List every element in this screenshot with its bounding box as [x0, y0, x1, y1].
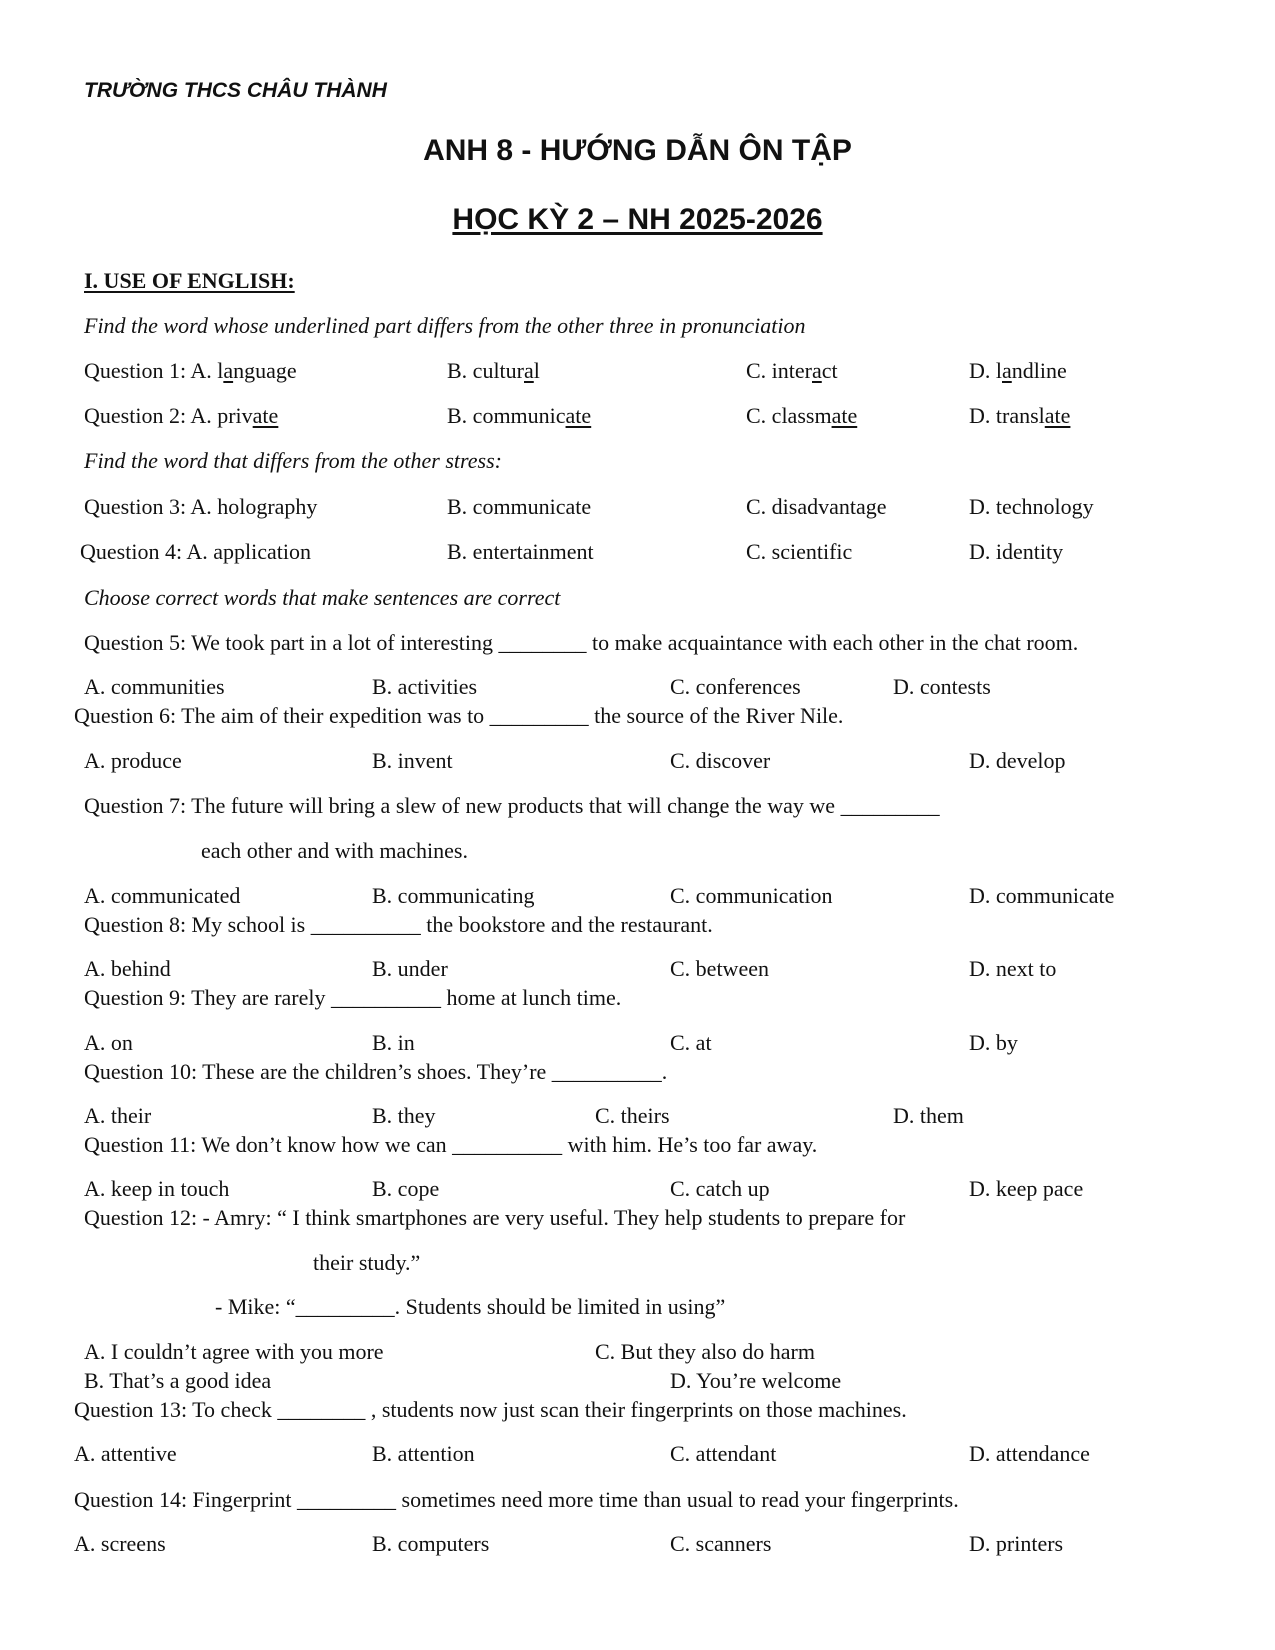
page-title: ANH 8 - HƯỚNG DẪN ÔN TẬP: [423, 134, 852, 167]
underlined-part: a: [223, 358, 234, 383]
underlined-part: ate: [1044, 403, 1071, 428]
page-subtitle: HỌC KỲ 2 – NH 2025-2026: [452, 203, 823, 236]
question-4: Question 4: A. application: [80, 539, 311, 564]
option-b: B. That’s a good idea: [84, 1368, 272, 1393]
option-c: C. scanners: [670, 1531, 772, 1556]
option-b: B. activities: [372, 674, 478, 699]
option-a: A. communicated: [84, 883, 241, 908]
question-6: Question 6: The aim of their expedition was to _________ the source of the River Nile.: [74, 703, 844, 728]
question-12: Question 12: - Amry: “ I think smartphones are very useful. They help students to prepare for: [84, 1205, 906, 1230]
option-a: A. produce: [84, 748, 182, 773]
option-a: A. private: [190, 403, 279, 428]
option-c: C. discover: [670, 748, 771, 773]
option-d: D. technology: [969, 494, 1094, 519]
option-c: C. disadvantage: [746, 494, 887, 519]
option-d: D. next to: [969, 956, 1057, 981]
question-number: Question 2:: [84, 403, 191, 428]
question-13: Question 13: To check ________ , students now just scan their fingerprints on those machines.: [74, 1397, 907, 1422]
instruction-choose: Choose correct words that make sentences are correct: [84, 585, 561, 610]
option-a: A. holography: [190, 494, 318, 519]
option-a: A. attentive: [74, 1441, 177, 1466]
instruction-pronunciation: Find the word whose underlined part differs from the other three in pronunciation: [84, 313, 806, 338]
underlined-part: ate: [252, 403, 279, 428]
question-1: [84, 358, 297, 384]
option-d: D. develop: [969, 748, 1066, 773]
option-c: C. scientific: [746, 539, 853, 564]
question-8: Question 8: My school is __________ the bookstore and the restaurant.: [84, 912, 713, 937]
instruction-stress: Find the word that differs from the other stress:: [84, 448, 502, 473]
option-b: B. in: [372, 1030, 415, 1055]
option-d: D. translate: [969, 403, 1071, 428]
underlined-part: a: [812, 358, 822, 383]
question-5: Question 5: We took part in a lot of interesting ________ to make acquaintance with each other in the chat room.: [84, 630, 1079, 655]
option-b: B. communicate: [447, 403, 592, 428]
option-b: B. invent: [372, 748, 453, 773]
option-b: B. communicate: [447, 494, 592, 519]
underlined-part: ate: [565, 403, 592, 428]
option-b: B. entertainment: [447, 539, 594, 564]
section-heading: I. USE OF ENGLISH:: [84, 268, 295, 293]
question-3: Question 3: A. holography: [84, 494, 318, 519]
option-c: C. attendant: [670, 1441, 777, 1466]
option-c: C. But they also do harm: [595, 1339, 815, 1364]
question-12-continued: their study.”: [313, 1250, 421, 1275]
question-11: Question 11: We don’t know how we can __________ with him. He’s too far away.: [84, 1132, 818, 1157]
option-d: D. landline: [969, 358, 1067, 383]
school-name: TRƯỜNG THCS CHÂU THÀNH: [84, 79, 387, 102]
question-14: Question 14: Fingerprint _________ sometimes need more time than usual to read your fingerprints.: [74, 1487, 959, 1512]
option-a: A. keep in touch: [84, 1176, 230, 1201]
option-d: D. by: [969, 1030, 1018, 1055]
option-d: D. them: [893, 1103, 964, 1128]
option-b: B. communicating: [372, 883, 535, 908]
option-a: A. language: [190, 358, 297, 383]
option-c: C. interact: [746, 358, 838, 383]
option-b: B. under: [372, 956, 448, 981]
option-b: B. computers: [372, 1531, 490, 1556]
option-a: A. screens: [74, 1531, 166, 1556]
option-a: A. on: [84, 1030, 133, 1055]
question-7: Question 7: The future will bring a slew of new products that will change the way we _________: [84, 793, 940, 818]
option-d: D. You’re welcome: [670, 1368, 842, 1393]
option-c: C. at: [670, 1030, 712, 1055]
option-c: C. conferences: [670, 674, 801, 699]
question-number: Question 1:: [84, 358, 191, 383]
option-b: B. attention: [372, 1441, 475, 1466]
option-a: A. their: [84, 1103, 152, 1128]
option-d: D. contests: [893, 674, 991, 699]
option-a: A. behind: [84, 956, 171, 981]
option-c: C. between: [670, 956, 769, 981]
underlined-part: a: [524, 358, 534, 383]
option-b: B. cope: [372, 1176, 440, 1201]
option-d: D. keep pace: [969, 1176, 1084, 1201]
option-b: B. cultural: [447, 358, 540, 383]
option-c: C. theirs: [595, 1103, 670, 1128]
option-c: C. communication: [670, 883, 833, 908]
question-12-response: - Mike: “_________. Students should be limited in using”: [215, 1294, 726, 1319]
option-c: C. classmate: [746, 403, 858, 428]
question-2: [84, 403, 278, 429]
option-a: A. I couldn’t agree with you more: [84, 1339, 384, 1364]
underlined-part: a: [1002, 358, 1012, 383]
question-9: Question 9: They are rarely __________ home at lunch time.: [84, 985, 622, 1010]
question-10: Question 10: These are the children’s shoes. They’re __________.: [84, 1059, 668, 1084]
option-d: D. communicate: [969, 883, 1115, 908]
option-d: D. identity: [969, 539, 1064, 564]
option-b: B. they: [372, 1103, 436, 1128]
question-7-continued: each other and with machines.: [201, 838, 468, 863]
option-a: A. communities: [84, 674, 225, 699]
option-a: A. application: [186, 539, 311, 564]
option-c: C. catch up: [670, 1176, 770, 1201]
option-d: D. attendance: [969, 1441, 1090, 1466]
underlined-part: ate: [831, 403, 858, 428]
option-d: D. printers: [969, 1531, 1064, 1556]
